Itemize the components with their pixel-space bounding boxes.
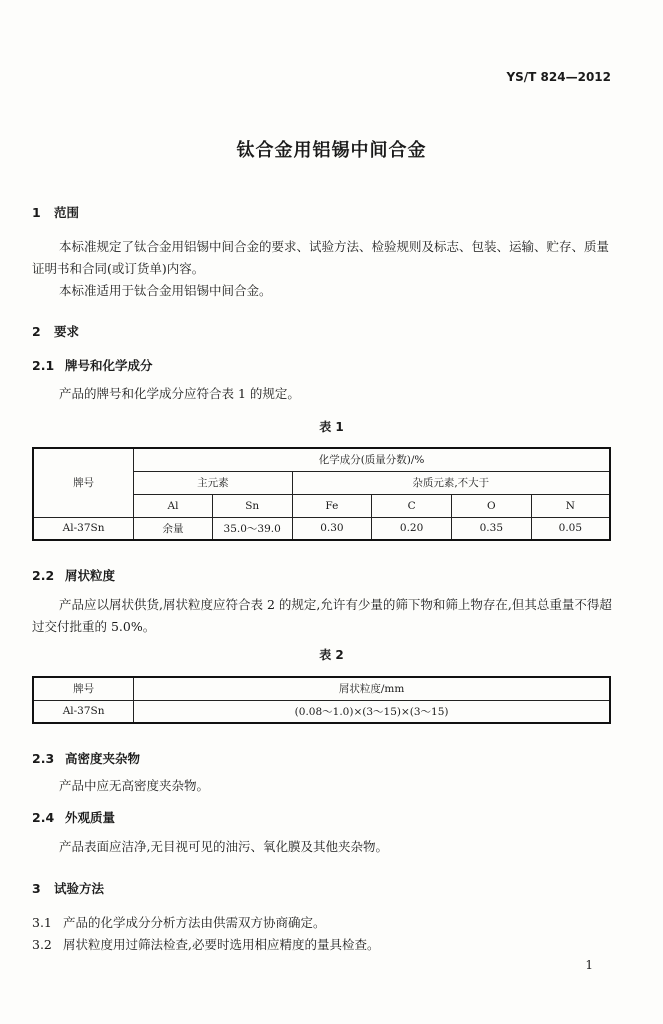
table-row	[33, 700, 610, 723]
section-number: 3.2	[32, 937, 52, 952]
section-2-1-heading	[32, 356, 153, 374]
section-number: 2.1	[32, 358, 55, 373]
table-2-header-size: 屑状粒度/mm	[134, 677, 610, 700]
section-3-1-paragraph	[32, 912, 612, 934]
table-cell: Al-37Sn	[33, 517, 134, 540]
table-1-header-chem: 化学成分(质量分数)/%	[134, 448, 610, 471]
section-title: 试验方法	[54, 881, 105, 896]
section-3-2-paragraph	[32, 934, 612, 956]
table-cell: 0.30	[292, 517, 372, 540]
table-1-header-main: 主元素	[134, 471, 292, 494]
table-1-header-impurity: 杂质元素,不大于	[292, 471, 610, 494]
table-1-caption: 表 1	[319, 420, 344, 434]
section-number: 2.2	[32, 568, 55, 583]
section-number: 2.4	[32, 810, 55, 825]
table-2-header-grade: 牌号	[33, 677, 134, 700]
section-2-3-heading	[32, 749, 140, 767]
table-row	[33, 517, 610, 540]
table-cell: (0.08～1.0)×(3～15)×(3～15)	[134, 700, 610, 723]
section-2-heading	[32, 322, 79, 340]
section-2-1-paragraph: 产品的牌号和化学成分应符合表 1 的规定。	[59, 386, 300, 401]
standard-number: YS/T 824—2012	[506, 70, 611, 84]
table-cell: Al-37Sn	[33, 700, 134, 723]
section-2-3-paragraph: 产品中应无高密度夹杂物。	[59, 778, 210, 793]
section-2-2-paragraph: 产品应以屑状供货,屑状粒度应符合表 2 的规定,允许有少量的筛下物和筛上物存在,但其总重量不得超过交付批重的 5.0%。	[32, 597, 612, 634]
section-title: 牌号和化学成分	[65, 358, 153, 373]
table-2	[32, 676, 611, 724]
table-1-col-o: O	[451, 494, 531, 517]
section-2-4-heading	[32, 808, 115, 826]
table-1-col-sn: Sn	[212, 494, 292, 517]
section-2-2-heading	[32, 566, 115, 584]
section-text: 产品的化学成分分析方法由供需双方协商确定。	[63, 915, 326, 930]
table-1	[32, 447, 611, 541]
table-1-col-fe: Fe	[292, 494, 372, 517]
section-number: 2.3	[32, 751, 55, 766]
section-title: 高密度夹杂物	[65, 751, 141, 766]
section-2-4-paragraph: 产品表面应洁净,无目视可见的油污、氧化膜及其他夹杂物。	[59, 839, 388, 854]
table-cell: 0.05	[531, 517, 610, 540]
section-number: 2	[32, 324, 41, 339]
section-1-paragraph-1: 本标准规定了钛合金用铝锡中间合金的要求、试验方法、检验规则及标志、包装、运输、贮存、质量证明书和合同(或订货单)内容。	[32, 239, 610, 276]
section-title: 外观质量	[65, 810, 116, 825]
section-1-heading	[32, 203, 79, 221]
page-number: 1	[585, 958, 593, 972]
table-1-col-al: Al	[134, 494, 213, 517]
table-cell: 35.0～39.0	[212, 517, 292, 540]
table-cell: 余量	[134, 517, 213, 540]
table-cell: 0.35	[451, 517, 531, 540]
section-title: 要求	[54, 324, 80, 339]
table-1-header-grade: 牌号	[33, 448, 134, 517]
section-number: 3.1	[32, 915, 52, 930]
table-2-caption: 表 2	[319, 648, 344, 662]
table-1-col-n: N	[531, 494, 610, 517]
section-3-heading	[32, 879, 104, 897]
section-title: 屑状粒度	[65, 568, 116, 583]
section-text: 屑状粒度用过筛法检查,必要时选用相应精度的量具检查。	[63, 937, 380, 952]
section-title: 范围	[54, 205, 80, 220]
table-cell: 0.20	[372, 517, 452, 540]
section-number: 3	[32, 881, 41, 896]
section-1-paragraph-2: 本标准适用于钛合金用铝锡中间合金。	[59, 283, 272, 298]
table-1-col-c: C	[372, 494, 452, 517]
section-number: 1	[32, 205, 41, 220]
document-title: 钛合金用铝锡中间合金	[236, 140, 427, 161]
